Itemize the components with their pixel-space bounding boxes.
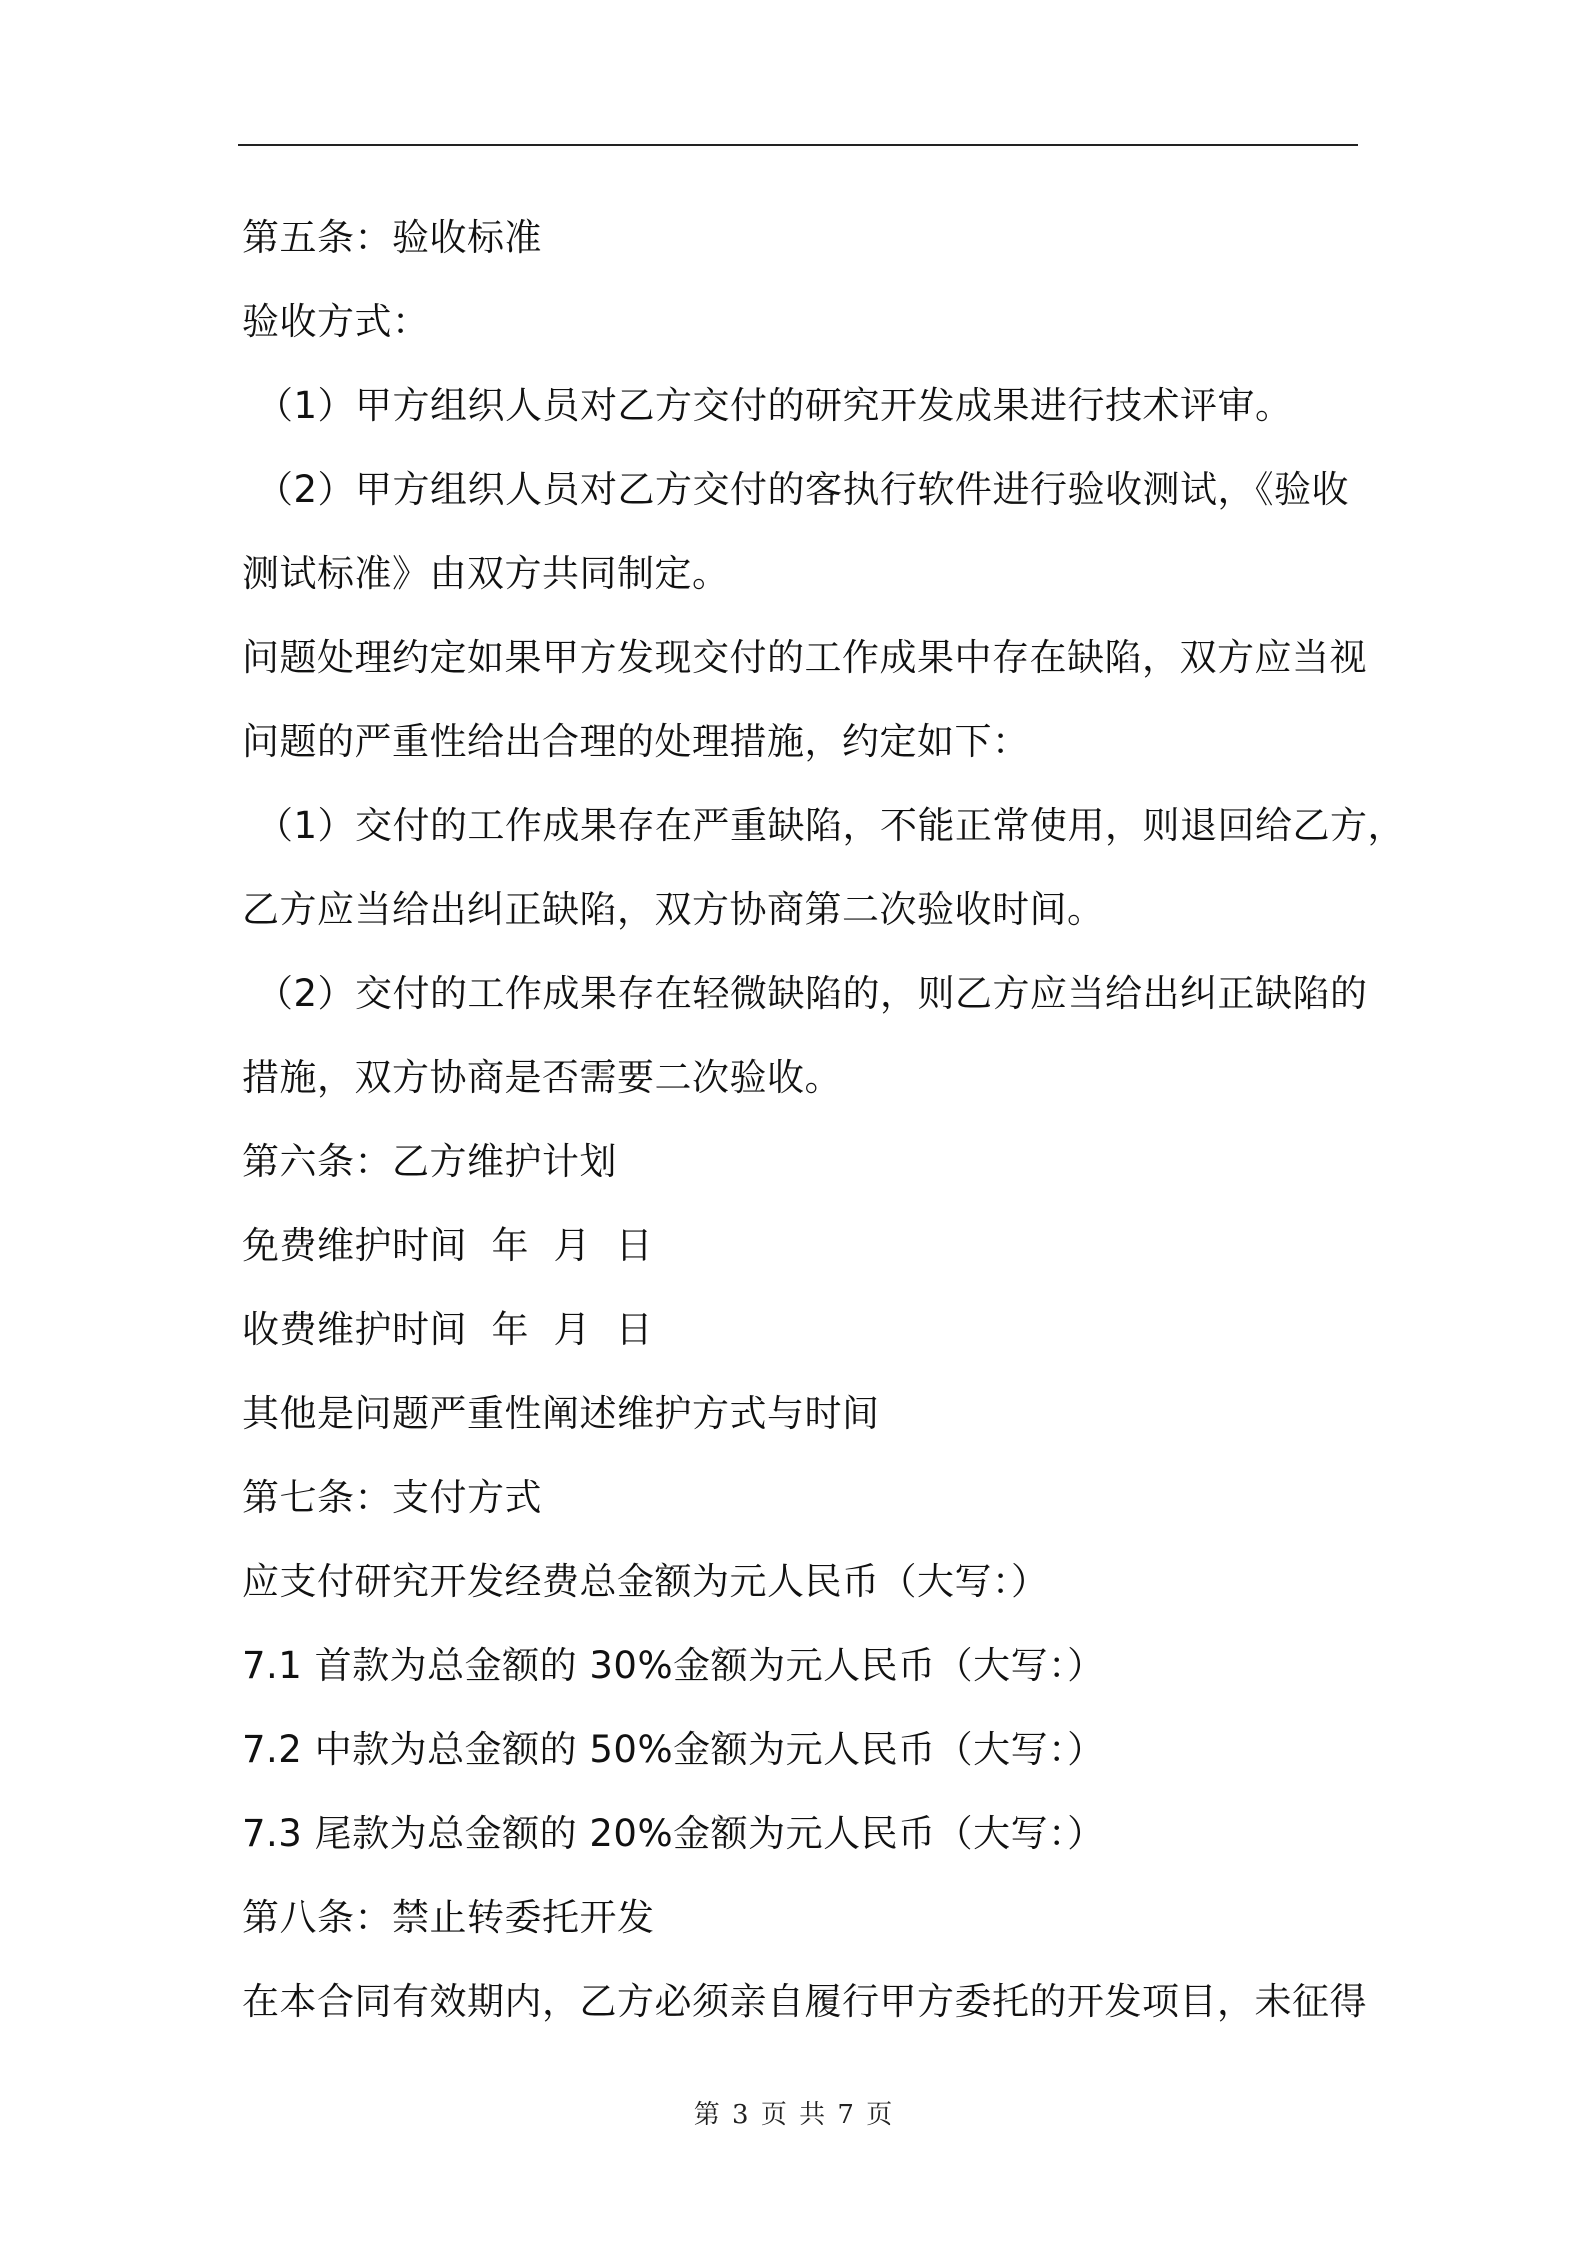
acceptance-item-2-cont: 测试标准》由双方共同制定。: [242, 552, 730, 595]
payment-7-1: 7.1 首款为总金额的 30%金额为元人民币（大写：）: [242, 1644, 1105, 1687]
page-number-footer: 第 3 页 共 7 页: [693, 2100, 893, 2130]
header-rule: [238, 144, 1358, 146]
issue-item-2: （2）交付的工作成果存在轻微缺陷的，则乙方应当给出纠正缺陷的: [256, 972, 1368, 1015]
total-payment-line: 应支付研究开发经费总金额为元人民币（大写：）: [242, 1560, 1049, 1603]
article-8-paragraph: 在本合同有效期内，乙方必须亲自履行甲方委托的开发项目，未征得: [242, 1980, 1367, 2023]
article-7-heading: 第七条：支付方式: [242, 1476, 542, 1519]
body-text: [242, 196, 1406, 2044]
acceptance-method-label: 验收方式：: [242, 300, 430, 343]
article-6-heading: 第六条：乙方维护计划: [242, 1140, 617, 1183]
article-5-heading: 第五条：验收标准: [242, 216, 542, 259]
paid-maintenance-line: 收费维护时间 年 月 日: [242, 1308, 654, 1351]
article-8-heading: 第八条：禁止转委托开发: [242, 1896, 655, 1939]
other-maintenance-line: 其他是问题严重性阐述维护方式与时间: [242, 1392, 880, 1435]
issue-item-1: （1）交付的工作成果存在严重缺陷，不能正常使用，则退回给乙方，: [256, 804, 1406, 847]
issue-item-1-cont: 乙方应当给出纠正缺陷，双方协商第二次验收时间。: [242, 888, 1105, 931]
acceptance-item-2: （2）甲方组织人员对乙方交付的客执行软件进行验收测试，《验收: [256, 468, 1350, 511]
payment-7-3: 7.3 尾款为总金额的 20%金额为元人民币（大写：）: [242, 1812, 1105, 1855]
issue-handling-paragraph: 问题处理约定如果甲方发现交付的工作成果中存在缺陷，双方应当视: [242, 636, 1367, 679]
acceptance-item-1: （1）甲方组织人员对乙方交付的研究开发成果进行技术评审。: [256, 384, 1293, 427]
payment-7-2: 7.2 中款为总金额的 50%金额为元人民币（大写：）: [242, 1728, 1105, 1771]
issue-handling-paragraph-cont: 问题的严重性给出合理的处理措施，约定如下：: [242, 720, 1030, 763]
free-maintenance-line: 免费维护时间 年 月 日: [242, 1224, 654, 1267]
issue-item-2-cont: 措施，双方协商是否需要二次验收。: [242, 1056, 842, 1099]
